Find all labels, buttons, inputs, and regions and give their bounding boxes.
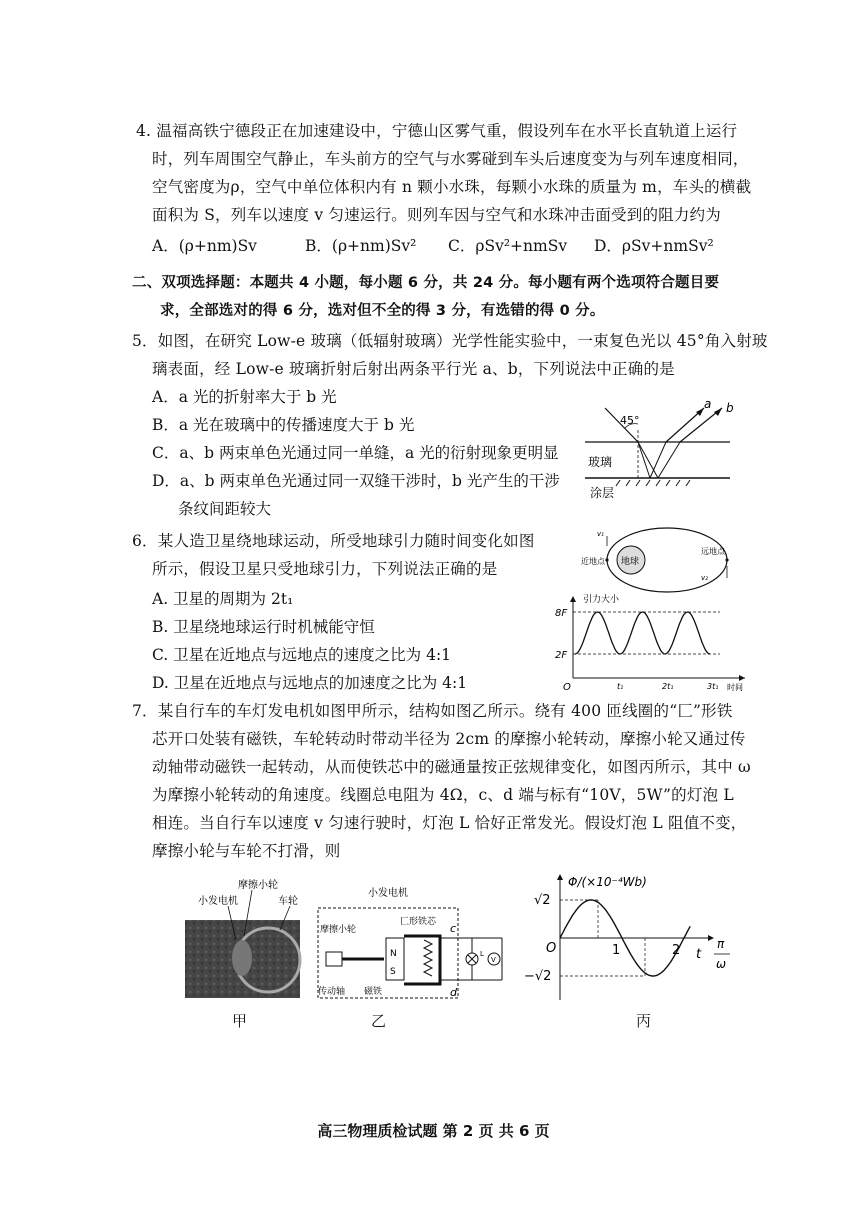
bicycle-generator-photo: [180, 878, 305, 1003]
jia-generator-label: 小发电机: [198, 896, 238, 907]
ray-b-label: b: [726, 401, 734, 415]
flux-origin: O: [546, 941, 557, 956]
flux-xlabel-omega: ω: [716, 957, 727, 971]
jia-friction-wheel-label: 摩擦小轮: [238, 880, 278, 891]
fig-bing-caption: 丙: [636, 1012, 652, 1030]
apogee-label: 远地点: [701, 547, 725, 556]
q5-line-1: 5．如图，在研究 Low-e 玻璃（低辐射玻璃）光学性能实验中，一束复色光以 45°角入射玻: [132, 332, 768, 350]
force-origin: O: [563, 682, 571, 693]
v1-label: v₁: [597, 530, 604, 538]
q6-option-c: C. 卫星在近地点与远地点的速度之比为 4:1: [152, 646, 452, 664]
flux-xtick-2: 2: [672, 943, 681, 958]
yi-south: S: [390, 967, 396, 977]
q5-option-d: D．a、b 两束单色光通过同一双缝干涉时，b 光产生的干涉: [152, 472, 560, 490]
force-xtick-2: 2t₁: [662, 682, 674, 691]
force-xlabel: 时间: [727, 683, 743, 692]
q7-line-3: 动轴带动磁铁一起转动，从而使铁芯中的磁通量按正弦规律变化，如图丙所示，其中 ω: [152, 758, 751, 776]
q6-option-a: A. 卫星的周期为 2t₁: [152, 590, 294, 608]
yi-terminal-d: d: [450, 986, 457, 999]
section2-heading-2: 求，全部选对的得 6 分，选对但不全的得 3 分，有选错的得 0 分。: [160, 303, 605, 319]
q6-option-b: B. 卫星绕地球运行时机械能守恒: [152, 618, 375, 636]
perigee-label: 近地点: [581, 557, 605, 566]
yi-meter: V: [491, 956, 496, 964]
page-footer: 高三物理质检试题 第 2 页 共 6 页: [317, 1122, 550, 1140]
force-series-line: [575, 612, 710, 654]
generator-structure-diagram: [312, 880, 512, 1005]
q7-line-1: 7．某自行车的车灯发电机如图甲所示，结构如图乙所示。绕有 400 匝线圈的“匚”形铁: [132, 702, 733, 720]
incident-angle-label: 45°: [620, 414, 640, 427]
fig-jia-caption: 甲: [232, 1012, 248, 1030]
v2-label: v₂: [701, 574, 708, 582]
fig-yi-caption: 乙: [371, 1012, 387, 1030]
yi-shaft: 传动轴: [318, 987, 346, 997]
q7-line-2: 芯开口处装有磁铁，车轮转动时带动半径为 2cm 的摩擦小轮转动，摩擦小轮又通过传: [152, 730, 746, 748]
yi-terminal-c: c: [450, 922, 457, 935]
q5-line-2: 璃表面，经 Low-e 玻璃折射后射出两条平行光 a、b，下列说法中正确的是: [152, 360, 675, 378]
flux-xlabel-t: t: [696, 947, 702, 962]
q7-line-4: 为摩擦小轮转动的角速度。线圈总电阻为 4Ω，c、d 端与标有“10V，5W”的灯泡 L: [152, 786, 734, 804]
force-xtick-3: 3t₁: [707, 682, 719, 691]
coating-label: 涂层: [590, 486, 615, 500]
q5-option-a: A．a 光的折射率大于 b 光: [152, 388, 337, 406]
q4-option-c: C．ρSv²+nmSv: [448, 237, 568, 255]
q4-option-a: A．(ρ+nm)Sv: [152, 237, 257, 255]
flux-xtick-1: 1: [612, 943, 621, 958]
satellite-orbit-diagram: [581, 522, 735, 594]
glass-label: 玻璃: [588, 455, 613, 469]
ray-a-label: a: [704, 397, 712, 411]
section2-heading-1: 二、双项选择题：本题共 4 小题，每小题 6 分，共 24 分。每小题有两个选项符合题目要: [132, 275, 720, 291]
flux-ytick-max: √2: [534, 893, 551, 908]
q7-line-6: 摩擦小轮与车轮不打滑，则: [152, 842, 341, 860]
yi-friction-wheel: 摩擦小轮: [320, 925, 357, 935]
q5-option-b: B．a 光在玻璃中的传播速度大于 b 光: [152, 416, 415, 434]
force-ytick-low: 2F: [555, 650, 568, 661]
q4-line-4: 面积为 S，列车以速度 v 匀速运行。则列车因与空气和水珠冲击面受到的阻力约为: [152, 206, 721, 224]
earth-label: 地球: [621, 557, 640, 567]
yi-north: N: [390, 949, 397, 959]
flux-time-graph: [520, 870, 745, 1005]
q4-option-b: B．(ρ+nm)Sv²: [305, 237, 417, 255]
q5-option-d-cont: 条纹间距较大: [178, 500, 272, 518]
jia-wheel-label: 车轮: [278, 896, 298, 907]
q4-option-d: D．ρSv+nmSv²: [594, 237, 714, 255]
q4-line-1: 4. 温福高铁宁德段正在加速建设中，宁德山区雾气重，假设列车在水平长直轨道上运行: [136, 122, 738, 140]
q4-line-3: 空气密度为ρ，空气中单位体积内有 n 颗小水珠，每颗小水珠的质量为 m，车头的横截: [152, 178, 752, 196]
yi-magnet: 磁铁: [364, 987, 383, 997]
force-xtick-1: t₁: [617, 682, 624, 691]
force-ylabel: 引力大小: [583, 595, 620, 605]
q7-line-5: 相连。当自行车以速度 v 匀速行驶时，灯泡 L 恰好正常发光。假设灯泡 L 阻值不变，: [152, 814, 747, 832]
q6-line-2: 所示，假设卫星只受地球引力，下列说法正确的是: [152, 560, 498, 578]
q6-option-d: D. 卫星在近地点与远地点的加速度之比为 4:1: [152, 674, 468, 692]
flux-xlabel-pi: π: [717, 937, 725, 951]
yi-lamp: L: [480, 950, 484, 958]
flux-ylabel: Φ/(×10⁻⁴Wb): [568, 875, 647, 889]
force-ytick-high: 8F: [555, 608, 568, 619]
q5-option-c: C．a、b 两束单色光通过同一单缝，a 光的衍射现象更明显: [152, 444, 559, 462]
force-time-graph: [555, 592, 755, 692]
q6-line-1: 6．某人造卫星绕地球运动，所受地球引力随时间变化如图: [132, 532, 535, 550]
q4-line-2: 时，列车周围空气静止，车头前方的空气与水雾碰到车头后速度变为与列车速度相同，: [152, 150, 749, 168]
yi-title: 小发电机: [368, 888, 408, 899]
flux-ytick-min: −√2: [524, 969, 552, 984]
yi-core: 匚形铁芯: [400, 917, 437, 927]
low-e-glass-diagram: [580, 397, 745, 500]
